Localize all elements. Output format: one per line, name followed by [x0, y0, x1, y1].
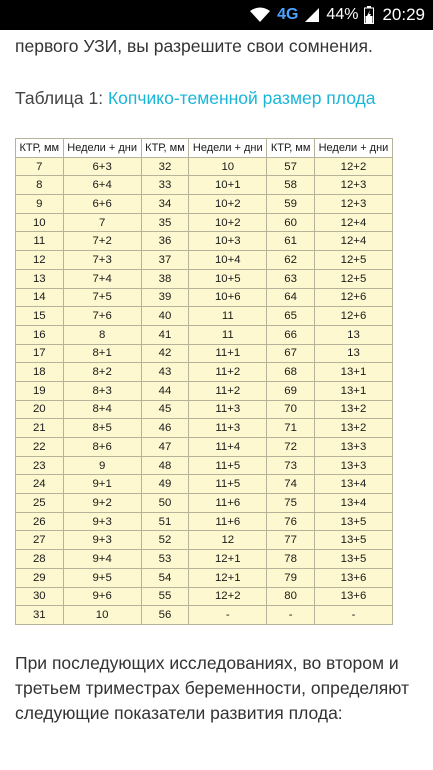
table-row — [16, 494, 393, 513]
table-cell: 37 — [141, 251, 189, 270]
table-cell: 7 — [16, 157, 64, 176]
table-cell: 36 — [141, 232, 189, 251]
table-cell: 14 — [16, 288, 64, 307]
table-cell: 28 — [16, 550, 64, 569]
status-bar — [0, 0, 433, 30]
table-cell: 32 — [141, 157, 189, 176]
table-cell: 8+4 — [63, 400, 141, 419]
table-row — [16, 344, 393, 363]
table-cell: 61 — [267, 232, 315, 251]
table-cell: 75 — [267, 494, 315, 513]
table-cell: 78 — [267, 550, 315, 569]
table-cell: 12+2 — [189, 587, 267, 606]
table-cell: 13+6 — [314, 587, 392, 606]
table-cell: 16 — [16, 325, 64, 344]
paragraph-top: первого УЗИ, вы разрешите свои сомнения. — [15, 36, 373, 56]
table-cell: 7+5 — [63, 288, 141, 307]
table-cell: 10+1 — [189, 176, 267, 195]
table-cell: 11+5 — [189, 456, 267, 475]
table-cell: 12+1 — [189, 568, 267, 587]
table-cell: 55 — [141, 587, 189, 606]
table-row — [16, 269, 393, 288]
table-cell: 7+6 — [63, 307, 141, 326]
table-cell: 12+2 — [314, 157, 392, 176]
table-cell: 9+3 — [63, 512, 141, 531]
table-cell: 10+3 — [189, 232, 267, 251]
table-row — [16, 251, 393, 270]
table-cell: 23 — [16, 456, 64, 475]
table-cell: 27 — [16, 531, 64, 550]
table-cell: 69 — [267, 381, 315, 400]
table-cell: 13+3 — [314, 456, 392, 475]
table-cell: 48 — [141, 456, 189, 475]
table-cell: 6+6 — [63, 195, 141, 214]
caption-link[interactable]: Копчико-теменной размер плода — [107, 88, 376, 108]
table-cell: 45 — [141, 400, 189, 419]
table-row — [16, 456, 393, 475]
table-cell: 74 — [267, 475, 315, 494]
table-cell: 63 — [267, 269, 315, 288]
table-cell: 12 — [189, 531, 267, 550]
table-row — [16, 195, 393, 214]
table-row — [16, 307, 393, 326]
table-row — [16, 176, 393, 195]
table-cell: 51 — [141, 512, 189, 531]
table-cell: 25 — [16, 494, 64, 513]
table-cell: 13+1 — [314, 381, 392, 400]
table-cell: 8+1 — [63, 344, 141, 363]
table-cell: 53 — [141, 550, 189, 569]
table-row — [16, 438, 393, 457]
header-weeks-1: Недели + дни — [63, 139, 141, 158]
table-cell: 6+3 — [63, 157, 141, 176]
table-cell: 9+4 — [63, 550, 141, 569]
table-cell: 26 — [16, 512, 64, 531]
table-cell: 13+4 — [314, 475, 392, 494]
table-cell: 7 — [63, 213, 141, 232]
table-cell: 13 — [16, 269, 64, 288]
table-row — [16, 568, 393, 587]
table-cell: 13+2 — [314, 400, 392, 419]
table-cell: 7+2 — [63, 232, 141, 251]
table-cell: 18 — [16, 363, 64, 382]
table-cell: 11 — [189, 325, 267, 344]
table-cell: 54 — [141, 568, 189, 587]
table-cell: 31 — [16, 606, 64, 625]
table-cell: 57 — [267, 157, 315, 176]
table-cell: 13+2 — [314, 419, 392, 438]
table-row — [16, 232, 393, 251]
table-cell: 9+3 — [63, 531, 141, 550]
table-row — [16, 587, 393, 606]
table-row — [16, 363, 393, 382]
header-weeks-3: Недели + дни — [314, 139, 392, 158]
table-cell: 13+3 — [314, 438, 392, 457]
header-ktr-1: КТР, мм — [16, 139, 64, 158]
table-cell: 42 — [141, 344, 189, 363]
table-cell: 13+5 — [314, 531, 392, 550]
table-cell: 11+2 — [189, 381, 267, 400]
table-cell: 12+6 — [314, 307, 392, 326]
table-cell: 8+3 — [63, 381, 141, 400]
table-cell: 7+4 — [63, 269, 141, 288]
table-cell: 46 — [141, 419, 189, 438]
table-cell: 12+5 — [314, 269, 392, 288]
table-cell: 12 — [16, 251, 64, 270]
table-cell: 13 — [314, 325, 392, 344]
table-cell: 8+5 — [63, 419, 141, 438]
table-cell: 35 — [141, 213, 189, 232]
table-cell: 13+6 — [314, 568, 392, 587]
table-cell: 80 — [267, 587, 315, 606]
table-cell: 13+5 — [314, 550, 392, 569]
table-cell: 7+3 — [63, 251, 141, 270]
table-row — [16, 475, 393, 494]
table-cell: 29 — [16, 568, 64, 587]
table-cell: 13+5 — [314, 512, 392, 531]
header-ktr-3: КТР, мм — [267, 139, 315, 158]
table-cell: 77 — [267, 531, 315, 550]
table-cell: 65 — [267, 307, 315, 326]
table-cell: 72 — [267, 438, 315, 457]
table-row — [16, 381, 393, 400]
table-cell: 43 — [141, 363, 189, 382]
table-row — [16, 325, 393, 344]
table-cell: 11 — [189, 307, 267, 326]
table-cell: 39 — [141, 288, 189, 307]
table-cell: - — [314, 606, 392, 625]
table-cell: 67 — [267, 344, 315, 363]
table-cell: 70 — [267, 400, 315, 419]
network-type: 4G — [277, 6, 299, 23]
table-cell: 49 — [141, 475, 189, 494]
table-cell: 11+2 — [189, 363, 267, 382]
table-row — [16, 213, 393, 232]
table-cell: 50 — [141, 494, 189, 513]
table-cell: 47 — [141, 438, 189, 457]
table-cell: 10+6 — [189, 288, 267, 307]
table-row — [16, 419, 393, 438]
table-cell: 10+5 — [189, 269, 267, 288]
table-cell: 59 — [267, 195, 315, 214]
wifi-icon — [249, 7, 271, 23]
table-cell: 11+1 — [189, 344, 267, 363]
table-cell: 6+4 — [63, 176, 141, 195]
table-cell: 8 — [16, 176, 64, 195]
table-cell: 22 — [16, 438, 64, 457]
table-cell: 58 — [267, 176, 315, 195]
ktr-table — [15, 138, 393, 625]
table-cell: 13+1 — [314, 363, 392, 382]
table-cell: 24 — [16, 475, 64, 494]
table-header-row — [16, 139, 393, 158]
table-row — [16, 157, 393, 176]
table-cell: 19 — [16, 381, 64, 400]
table-cell: 11+3 — [189, 419, 267, 438]
table-cell: 71 — [267, 419, 315, 438]
table-cell: 8 — [63, 325, 141, 344]
table-cell: 11 — [16, 232, 64, 251]
table-cell: 12+3 — [314, 176, 392, 195]
table-cell: 33 — [141, 176, 189, 195]
table-row — [16, 550, 393, 569]
table-row — [16, 288, 393, 307]
table-cell: 10 — [189, 157, 267, 176]
table-cell: 64 — [267, 288, 315, 307]
table-caption — [15, 88, 420, 109]
caption-prefix: Таблица 1: — [15, 88, 108, 108]
table-row — [16, 606, 393, 625]
clock: 20:29 — [382, 5, 425, 24]
table-cell: 11+3 — [189, 400, 267, 419]
table-cell: - — [189, 606, 267, 625]
header-ktr-2: КТР, мм — [141, 139, 189, 158]
table-cell: 15 — [16, 307, 64, 326]
article-content — [15, 30, 420, 109]
table-cell: 12+5 — [314, 251, 392, 270]
battery-charging-icon — [364, 6, 374, 24]
table-cell: 12+6 — [314, 288, 392, 307]
table-cell: 10 — [63, 606, 141, 625]
table-cell: 38 — [141, 269, 189, 288]
table-cell: 8+6 — [63, 438, 141, 457]
table-cell: 13+4 — [314, 494, 392, 513]
table-cell: 11+6 — [189, 494, 267, 513]
table-cell: 76 — [267, 512, 315, 531]
table-cell: 10 — [16, 213, 64, 232]
table-row — [16, 512, 393, 531]
table-cell: 52 — [141, 531, 189, 550]
table-cell: 9+1 — [63, 475, 141, 494]
table-cell: 68 — [267, 363, 315, 382]
table-cell: 12+4 — [314, 232, 392, 251]
table-cell: 9+2 — [63, 494, 141, 513]
table-cell: 12+1 — [189, 550, 267, 569]
table-cell: 30 — [16, 587, 64, 606]
table-row — [16, 531, 393, 550]
table-cell: 56 — [141, 606, 189, 625]
table-cell: 10+2 — [189, 195, 267, 214]
paragraph-bottom: При последующих исследованиях, во втором и третьем триместрах беременности, определяют следующие показатели развития плода: — [15, 653, 409, 723]
table-cell: 79 — [267, 568, 315, 587]
table-row — [16, 400, 393, 419]
table-cell: 44 — [141, 381, 189, 400]
table-cell: 21 — [16, 419, 64, 438]
table-cell: 13 — [314, 344, 392, 363]
table-cell: 73 — [267, 456, 315, 475]
table-cell: 9+5 — [63, 568, 141, 587]
table-cell: 34 — [141, 195, 189, 214]
header-weeks-2: Недели + дни — [189, 139, 267, 158]
table-cell: 41 — [141, 325, 189, 344]
table-cell: 8+2 — [63, 363, 141, 382]
table-body — [16, 157, 393, 624]
table-cell: 12+3 — [314, 195, 392, 214]
table-cell: 9+6 — [63, 587, 141, 606]
table-cell: 66 — [267, 325, 315, 344]
table-cell: 12+4 — [314, 213, 392, 232]
table-cell: 11+5 — [189, 475, 267, 494]
table-cell: 60 — [267, 213, 315, 232]
table-cell: 20 — [16, 400, 64, 419]
table-cell: 11+4 — [189, 438, 267, 457]
ktr-table-image — [15, 138, 393, 625]
table-cell: 62 — [267, 251, 315, 270]
table-cell: 11+6 — [189, 512, 267, 531]
table-cell: 10+2 — [189, 213, 267, 232]
table-cell: 9 — [16, 195, 64, 214]
battery-percent: 44% — [326, 6, 359, 23]
table-cell: - — [267, 606, 315, 625]
table-cell: 9 — [63, 456, 141, 475]
signal-icon — [304, 7, 320, 23]
table-cell: 40 — [141, 307, 189, 326]
table-cell: 10+4 — [189, 251, 267, 270]
table-cell: 17 — [16, 344, 64, 363]
